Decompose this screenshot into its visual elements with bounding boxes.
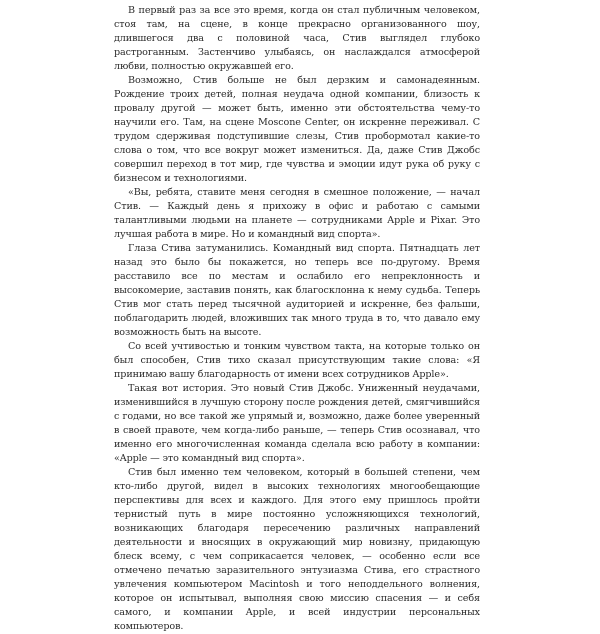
paragraph: Со всей учтивостью и тонким чувством такта, на которые только он был способен, Стив тихо сказал присутствующим такие слова: «Я принимаю вашу благодарность от имени всех сотрудников Apple».	[114, 341, 480, 380]
paragraph: Такая вот история. Это новый Стив Джобс. Униженный неудачами, изменившийся в лучшую сторону после рождения детей, смягчившийся с годами, но все такой же упрямый и, возможно, даже более уверенный в своей правоте, чем когда-либо раньше, — теперь Стив осознавал, что именно его многочисленная команда сделала всю работу в компании: «Apple — это командный вид спорта».	[114, 383, 480, 464]
paragraph: Возможно, Стив больше не был дерзким и самонадеянным. Рождение троих детей, полная неудача одной компании, близость к провалу другой — может быть, именно эти обстоятельства чему-то научили его. Там, на сцене Moscone Center, он искренне переживал. С трудом сдерживая подступившие слезы, Стив пробормотал какие-то слова о том, что все вокруг может измениться. Да, даже Стив Джобс совершил переход в тот мир, где чувства и эмоции идут рука об руку с бизнесом и технологиями.	[114, 75, 480, 184]
paragraph: В первый раз за все это время, когда он стал публичным человеком, стоя там, на сцене, в конце прекрасно организованного шоу, длившегося два с половиной часа, Стив выглядел глубоко растроганным. Застенчиво улыбаясь, он наслаждался атмосферой любви, полностью окружавшей его.	[114, 5, 480, 72]
paragraph: Глаза Стива затуманились. Командный вид спорта. Пятнадцать лет назад это было бы покажется, но теперь все по-другому. Время расставило все по местам и ослабило его непреклонность и высокомерие, заставив понять, как благосклонна к нему судьба. Теперь Стив мог стать перед тысячной аудиторией и искренне, без фальши, поблагодарить людей, вложивших так много труда в то, что давало ему возможность быть на высоте.	[114, 243, 480, 338]
text-column	[114, 4, 480, 634]
paragraph: Стив был именно тем человеком, который в большей степени, чем кто-либо другой, видел в высоких технологиях многообещающие перспективы для всех и каждого. Для этого ему пришлось пройти тернистый путь в мире постоянно усложняющихся технологий, возникающих благодаря пересечению различных направлений деятельности и вносящих в окружающий мир новизну, придающую блеск всему, с чем соприкасается человек, — особенно если все отмечено печатью заразительного энтузиазма Стива, его страстного увлечения компьютером Macintosh и того неподдельного волнения, которое он испытывал, выполняя свою миссию спасения — и себя самого, и компании Apple, и всей индустрии персональных компьютеров.	[114, 467, 480, 632]
paragraph: «Вы, ребята, ставите меня сегодня в смешное положение, — начал Стив. — Каждый день я прихожу в офис и работаю с самыми талантливыми людьми на планете — сотрудниками Apple и Pixar. Это лучшая работа в мире. Но и командный вид спорта».	[114, 187, 480, 240]
